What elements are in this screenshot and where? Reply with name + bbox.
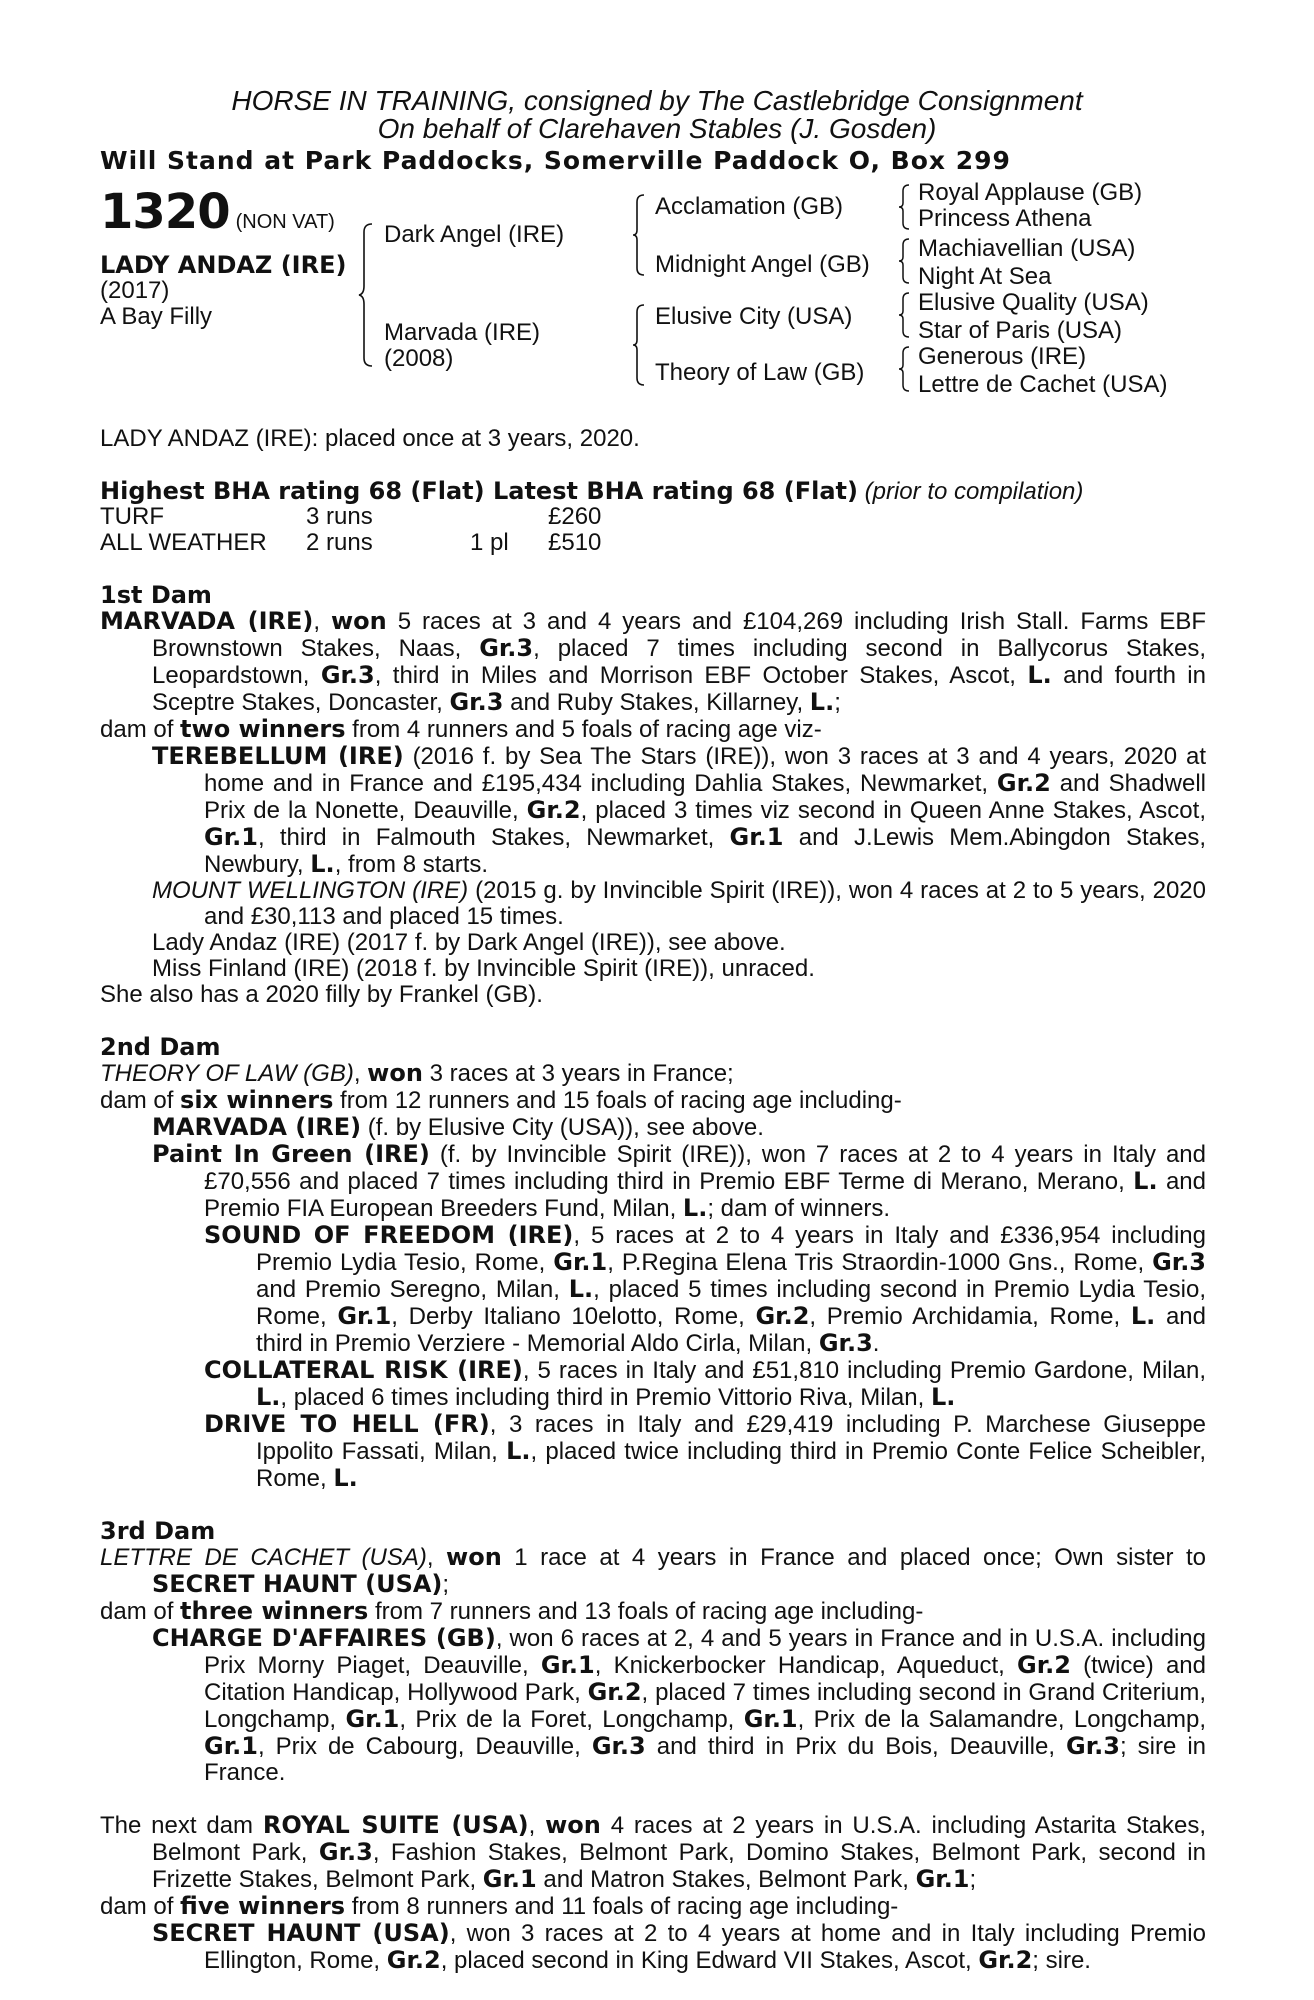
racing-stats-table (100, 504, 601, 556)
list-item: COLLATERAL RISK (IRE), 5 races in Italy and £51,810 including Premio Gardone, Milan, L., placed 6 times including third in Premio Vittorio Riva, Milan, L. (204, 1356, 1206, 1411)
sire: Dark Angel (IRE) (384, 221, 565, 248)
third-dam-heading: 3rd Dam (100, 1517, 216, 1545)
stats-earnings: £260 (548, 503, 602, 530)
pedigree-bracket-sire (632, 192, 650, 278)
horse-name: LADY ANDAZ (IRE) (100, 251, 347, 279)
third-dam-produce: dam of three winners from 7 runners and 13 foals of racing age including- (100, 1597, 924, 1625)
next-dam-record: The next dam ROYAL SUITE (USA), won 4 races at 2 years in U.S.A. including Astarita Stakes, Belmont Park, Gr.3, Fashion Stakes, Belmont Park, Domino Stakes, Belmont Park, second in Frizette Stakes, Belmont Park, Gr.1 and Matron Stakes, Belmont Park, Gr.1; (100, 1811, 1206, 1893)
pedigree-bracket-sd (898, 236, 914, 286)
lot-number: 1320 (100, 184, 230, 240)
sire-sire: Acclamation (GB) (655, 193, 844, 220)
behalf-line: On behalf of Clarehaven Stables (J. Gosden) (377, 113, 937, 144)
list-item: MOUNT WELLINGTON (IRE) (2015 g. by Invincible Spirit (IRE)), won 4 races at 2 to 5 years, 2020 and £30,113 and placed 15 times. (152, 877, 1207, 930)
stand-location: Will Stand at Park Paddocks, Somerville Paddock O, Box 299 (100, 146, 1011, 175)
pedigree-bracket-ss (898, 182, 914, 232)
second-dam-heading: 2nd Dam (100, 1033, 221, 1061)
sds: Machiavellian (USA) (918, 235, 1136, 262)
stats-runs: 3 runs (306, 503, 373, 530)
sss: Royal Applause (GB) (918, 179, 1143, 206)
ddd: Lettre de Cachet (USA) (918, 371, 1168, 398)
table-row (100, 504, 601, 530)
bha-rating-values: Highest BHA rating 68 (Flat) Latest BHA rating 68 (Flat) (100, 477, 858, 505)
first-dam-produce: dam of two winners from 4 runners and 5 foals of racing age viz- (100, 715, 822, 743)
stats-placed (470, 504, 548, 530)
dss: Elusive Quality (USA) (918, 289, 1149, 316)
stats-placed: 1 pl (470, 529, 509, 556)
list-item: SOUND OF FREEDOM (IRE), 5 races at 2 to 4 years in Italy and £336,954 including Premio Lydia Tesio, Rome, Gr.1, P.Regina Elena Tris Straordin-1000 Gns., Rome, Gr.3 and Premio Seregno, Milan, L., placed 5 times including second in Premio Lydia Tesio, Rome, Gr.1, Derby Italiano 10elotto, Rome, Gr.2, Premio Archidamia, Rome, L. and third in Premio Verziere - Memorial Aldo Cirla, Milan, Gr.3. (204, 1221, 1207, 1357)
bha-rating-note: (prior to compilation) (864, 478, 1084, 505)
list-item: Lady Andaz (IRE) (2017 f. by Dark Angel (IRE)), see above. (152, 929, 786, 956)
family-history (100, 582, 1206, 1974)
stats-surface: ALL WEATHER (100, 529, 267, 556)
list-item: Miss Finland (IRE) (2018 f. by Invincible Spirit (IRE)), unraced. (152, 955, 815, 982)
vat-status: (NON VAT) (235, 211, 335, 233)
list-item: DRIVE TO HELL (FR), 3 races in Italy and £29,419 including P. Marchese Giuseppe Ippolito Fassati, Milan, L., placed twice including third in Premio Conte Felice Scheibler, Rome, L. (204, 1410, 1206, 1492)
pedigree-bracket-ds (898, 290, 914, 340)
racing-summary: LADY ANDAZ (IRE): placed once at 3 years, 2020. (100, 425, 640, 452)
second-dam-record: THEORY OF LAW (GB), won 3 races at 3 years in France; (100, 1059, 734, 1087)
lot-number-line (100, 184, 335, 250)
third-dam-record: LETTRE DE CACHET (USA), won 1 race at 4 years in France and placed once; Own sister to SECRET HAUNT (USA); (100, 1543, 1206, 1598)
table-row (100, 530, 601, 556)
ssd: Princess Athena (918, 205, 1092, 232)
stats-earnings: £510 (548, 529, 602, 556)
list-item: CHARGE D'AFFAIRES (GB), won 6 races at 2, 4 and 5 years in France and in U.S.A. including Prix Morny Piaget, Deauville, Gr.1, Knickerbocker Handicap, Aqueduct, Gr.2 (twice) and Citation Handicap, Hollywood Park, Gr.2, placed 7 times including second in Grand Criterium, Longchamp, Gr.1, Prix de la Foret, Longchamp, Gr.1, Prix de la Salamandre, Longchamp, Gr.1, Prix de Cabourg, Deauville, Gr.3 and third in Prix du Bois, Deauville, Gr.3; sire in France. (152, 1624, 1207, 1786)
list-item: Paint In Green (IRE) (f. by Invincible Spirit (IRE)), won 7 races at 2 to 4 years in Italy and £70,556 and placed 7 times including third in Premio EBF Terme di Merano, Merano, L. and Premio FIA European Breeders Fund, Milan, L.; dam of winners. (152, 1140, 1206, 1222)
consignor-line: HORSE IN TRAINING, consigned by The Castlebridge Consignment (231, 85, 1083, 116)
first-dam-note: She also has a 2020 filly by Frankel (GB). (100, 981, 543, 1008)
foaling-year: (2017) (100, 277, 170, 304)
sdd: Night At Sea (918, 263, 1052, 290)
pedigree-bracket-gen1 (358, 220, 378, 370)
dam-sire: Elusive City (USA) (655, 303, 853, 330)
bha-rating (100, 478, 1206, 505)
dam-dam: Theory of Law (GB) (655, 359, 865, 386)
next-dam-produce: dam of five winners from 8 runners and 11 foals of racing age including- (100, 1892, 899, 1920)
horse-description: A Bay Filly (100, 303, 213, 330)
sire-dam: Midnight Angel (GB) (655, 251, 870, 278)
first-dam-record: MARVADA (IRE), won 5 races at 3 and 4 years and £104,269 including Irish Stall. Farms EBF Brownstown Stakes, Naas, Gr.3, placed 7 times including second in Ballycorus Stakes, Leopardstown, Gr.3, third in Miles and Morrison EBF October Stakes, Ascot, L. and fourth in Sceptre Stakes, Doncaster, Gr.3 and Ruby Stakes, Killarney, L.; (100, 607, 1206, 716)
dsd: Star of Paris (USA) (918, 317, 1123, 344)
stats-surface: TURF (100, 503, 164, 530)
stats-runs: 2 runs (306, 529, 373, 556)
second-dam-produce: dam of six winners from 12 runners and 15 foals of racing age including- (100, 1086, 902, 1114)
list-item: SECRET HAUNT (USA), won 3 races at 2 to 4 years at home and in Italy including Premio Ellington, Rome, Gr.2, placed second in King Edward VII Stakes, Ascot, Gr.2; sire. (152, 1919, 1206, 1974)
list-item: TEREBELLUM (IRE) (2016 f. by Sea The Stars (IRE)), won 3 races at 3 and 4 years, 2020 at home and in France and £195,434 including Dahlia Stakes, Newmarket, Gr.2 and Shadwell Prix de la Nonette, Deauville, Gr.2, placed 3 times viz second in Queen Anne Stakes, Ascot, Gr.1, third in Falmouth Stakes, Newmarket, Gr.1 and J.Lewis Mem.Abingdon Stakes, Newbury, L., from 8 starts. (152, 742, 1207, 878)
first-dam-heading: 1st Dam (100, 581, 212, 609)
pedigree-bracket-dd (898, 344, 914, 394)
dds: Generous (IRE) (918, 343, 1087, 370)
dam: Marvada (IRE) (384, 319, 541, 346)
dam-year: (2008) (384, 345, 454, 372)
pedigree-bracket-dam (632, 302, 650, 388)
list-item: MARVADA (IRE) (f. by Elusive City (USA)), see above. (152, 1113, 764, 1141)
